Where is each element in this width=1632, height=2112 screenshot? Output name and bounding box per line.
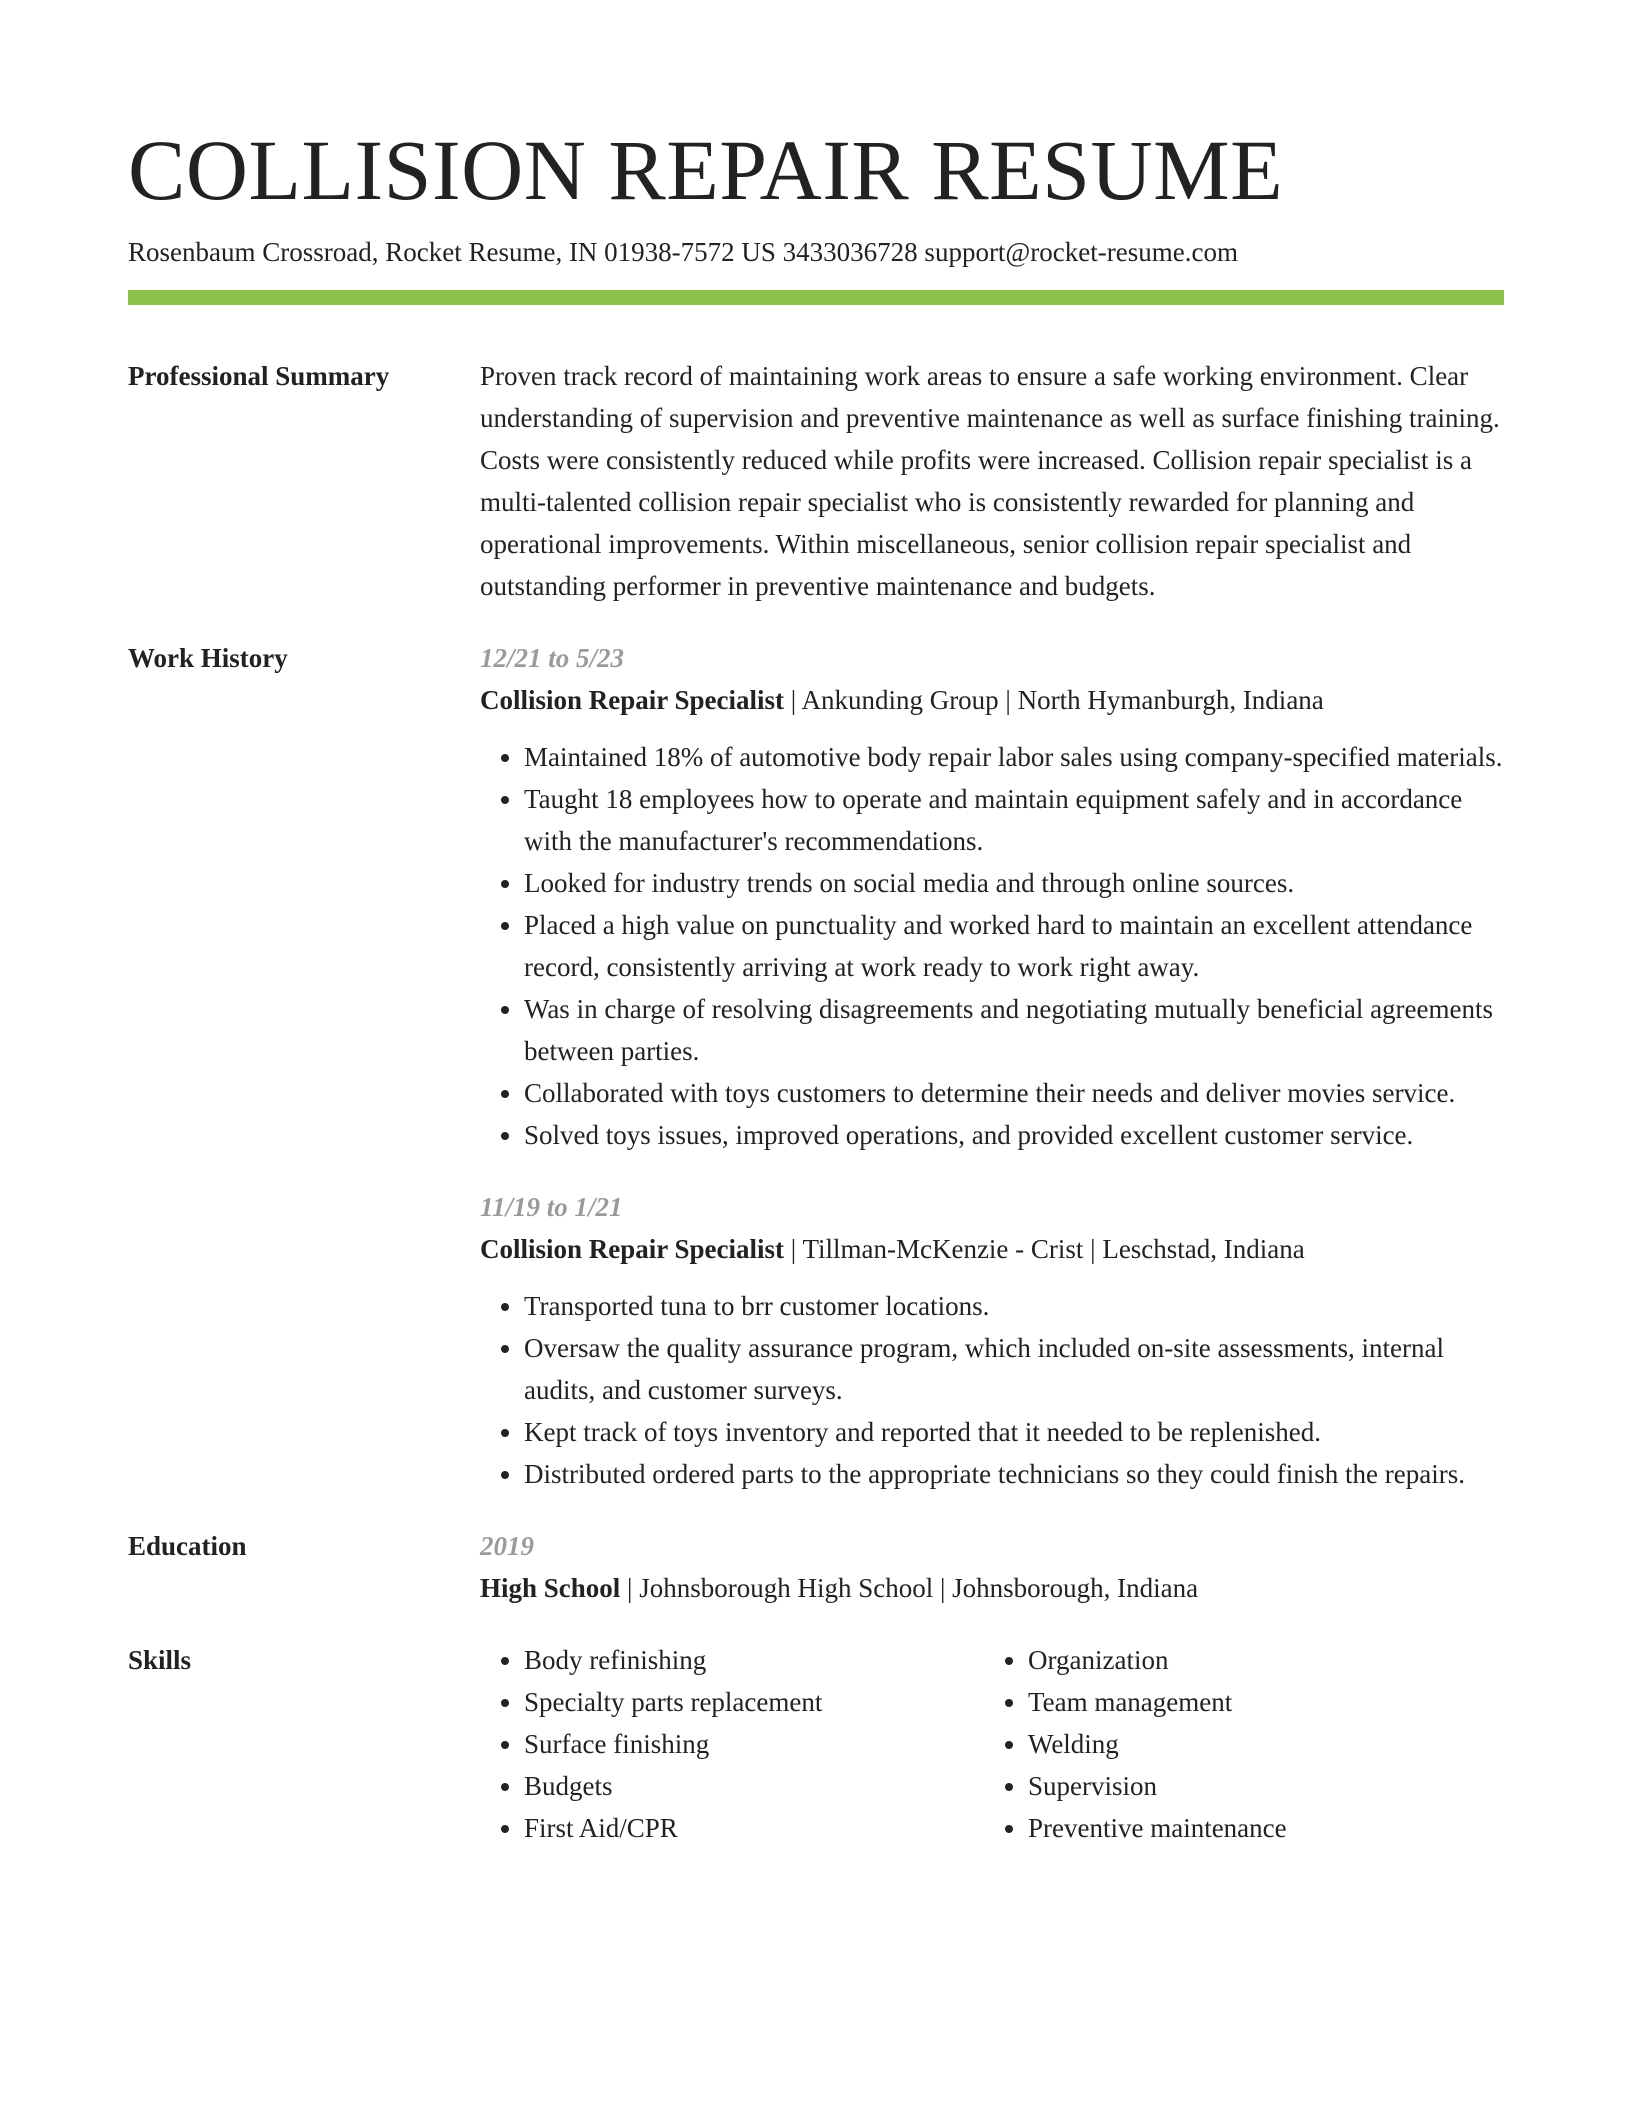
- list-item: • Transported tuna to brr customer locations.: [524, 1285, 1504, 1327]
- section-heading: Education: [128, 1531, 247, 1561]
- contact-line: Rosenbaum Crossroad, Rocket Resume, IN 01938-7572 US 3433036728 support@rocket-resume.com: [128, 237, 1238, 267]
- skill-item: • Organization: [1028, 1639, 1504, 1681]
- section-heading: Work History: [128, 643, 288, 673]
- education-degree: High School: [480, 1573, 621, 1603]
- skill-item: • Welding: [1028, 1723, 1504, 1765]
- job-details: | Tillman-McKenzie - Crist | Leschstad, Indiana: [784, 1234, 1305, 1264]
- education-line: [480, 1567, 1504, 1609]
- job-entry: [480, 1186, 1504, 1495]
- accent-divider: [128, 290, 1504, 305]
- list-item: • Was in charge of resolving disagreements and negotiating mutually beneficial agreements between parties.: [524, 988, 1504, 1072]
- list-item: • Distributed ordered parts to the appropriate technicians so they could finish the repairs.: [524, 1453, 1504, 1495]
- job-bullets: [480, 1285, 1504, 1495]
- section-heading: Skills: [128, 1645, 192, 1675]
- list-item: • Oversaw the quality assurance program, which included on-site assessments, internal audits, and customer surveys.: [524, 1327, 1504, 1411]
- job-dates: 11/19 to 1/21: [480, 1192, 623, 1222]
- skills-section: [128, 1639, 1504, 1849]
- job-dates: 12/21 to 5/23: [480, 643, 625, 673]
- skills-list-right: [984, 1639, 1504, 1849]
- skill-item: • Surface finishing: [524, 1723, 984, 1765]
- list-item: • Solved toys issues, improved operations, and provided excellent customer service.: [524, 1114, 1504, 1156]
- job-title-line: [480, 679, 1504, 721]
- job-entry: [480, 637, 1504, 1156]
- skill-item: • Preventive maintenance: [1028, 1807, 1504, 1849]
- skills-list-left: [480, 1639, 984, 1849]
- education-section: [128, 1525, 1504, 1609]
- skill-item: • Budgets: [524, 1765, 984, 1807]
- skill-item: • Team management: [1028, 1681, 1504, 1723]
- section-heading: Professional Summary: [128, 361, 390, 391]
- list-item: • Collaborated with toys customers to determine their needs and deliver movies service.: [524, 1072, 1504, 1114]
- education-year: 2019: [480, 1531, 534, 1561]
- resume-title: COLLISION REPAIR RESUME: [128, 122, 1284, 218]
- list-item: • Maintained 18% of automotive body repair labor sales using company-specified materials.: [524, 736, 1504, 778]
- job-title: Collision Repair Specialist: [480, 1234, 785, 1264]
- skill-item: • First Aid/CPR: [524, 1807, 984, 1849]
- summary-text: Proven track record of maintaining work areas to ensure a safe working environment. Clear understanding of supervision and preventive maintenance as well as surface finishing training. Costs were consistently reduced while profits were increased. Collision repair specialist is a multi-talented collision repair specialist who is consistently rewarded for planning and operational improvements. Within miscellaneous, senior collision repair specialist and outstanding performer in preventive maintenance and budgets.: [480, 361, 1500, 601]
- skill-item: • Supervision: [1028, 1765, 1504, 1807]
- job-title: Collision Repair Specialist: [480, 685, 785, 715]
- list-item: • Looked for industry trends on social media and through online sources.: [524, 862, 1504, 904]
- professional-summary-section: [128, 355, 1504, 607]
- work-history-section: [128, 637, 1504, 1495]
- work-history-body: [480, 637, 1504, 1495]
- skill-item: • Specialty parts replacement: [524, 1681, 984, 1723]
- list-item: • Taught 18 employees how to operate and maintain equipment safely and in accordance with the manufacturer's recommendations.: [524, 778, 1504, 862]
- skills-body: [480, 1639, 1504, 1849]
- job-bullets: [480, 736, 1504, 1156]
- skill-item: • Body refinishing: [524, 1639, 984, 1681]
- job-details: | Ankunding Group | North Hymanburgh, Indiana: [784, 685, 1324, 715]
- list-item: • Kept track of toys inventory and reported that it needed to be replenished.: [524, 1411, 1504, 1453]
- education-body: [480, 1525, 1504, 1609]
- education-details: | Johnsborough High School | Johnsborough, Indiana: [620, 1573, 1199, 1603]
- list-item: • Placed a high value on punctuality and worked hard to maintain an excellent attendance record, consistently arriving at work ready to work right away.: [524, 904, 1504, 988]
- job-title-line: [480, 1228, 1504, 1270]
